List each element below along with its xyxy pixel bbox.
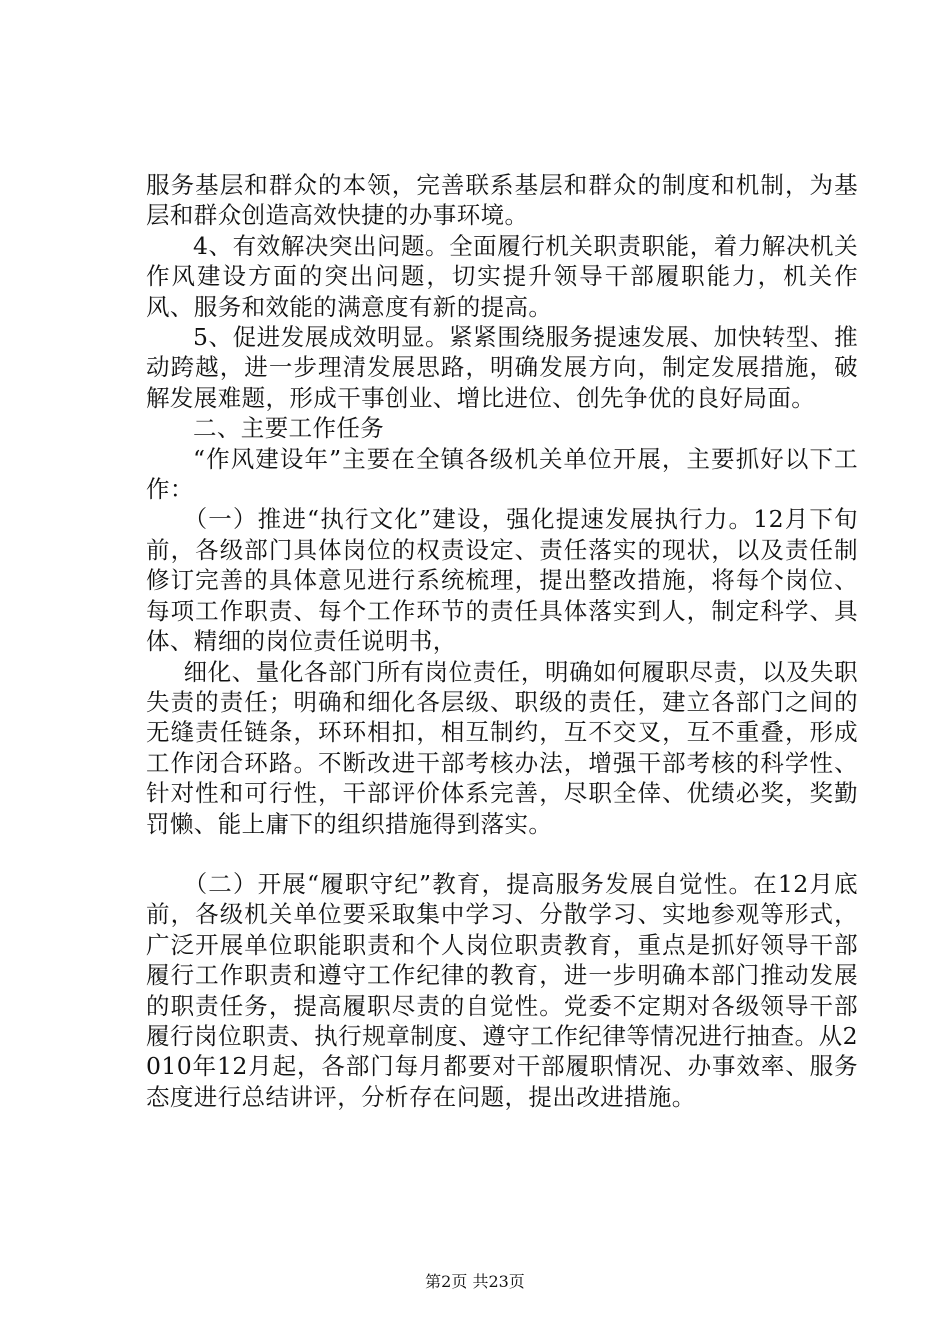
paragraph-task-1-detail: 细化、量化各部门所有岗位责任，明确如何履职尽责，以及失职失责的责任；明确和细化各层级、职级的责任，建立各部门之间的无缝责任链条，环环相扣，相互制约，互不交叉，互不重叠，形成工作闭合环路。不断改进干部考核办法，增强干部考核的科学性、针对性和可行性，干部评价体系完善，尽职全倖、优绩必奖，奖勤罚懒、能上庸下的组织措施得到落实。 — [146, 657, 858, 838]
paragraph-gap — [146, 839, 858, 869]
paragraph-intro: “作风建设年”主要在全镇各级机关单位开展，主要抓好以下工作： — [146, 444, 858, 504]
paragraph-item-4: 4、有效解决突出问题。全面履行机关职责职能，着力解决机关作风建设方面的突出问题，切实提升领导干部履职能力，机关作风、服务和效能的满意度有新的提高。 — [146, 231, 858, 321]
paragraph-item-5: 5、促进发展成效明显。紧紧围绕服务提速发展、加快转型、推动跨越，进一步理清发展思路，明确发展方向，制定发展措施，破解发展难题，形成干事创业、增比进位、创先争优的良好局面。 — [146, 323, 858, 412]
paragraph-continuation: 服务基层和群众的本领，完善联系基层和群众的制度和机制，为基层和群众创造高效快捷的办事环境。 — [146, 171, 858, 230]
paragraph-task-2: （二）开展“履职守纪”教育，提高服务发展自觉性。在12月底前，各级机关单位要采取集中学习、分散学习、实地参观等形式，广泛开展单位职能职责和个人岗位职责教育，重点是抓好领导干部履行工作职责和遵守工作纪律的教育，进一步明确本部门推动发展的职责任务，提高履职尽责的自觉性。党委不定期对各级领导干部履行岗位职责、执行规章制度、遵守工作纪律等情况进行抽查。从2010年12月起，各部门每月都要对干部履职情况、办事效率、服务态度进行总结讲评，分析存在问题，提出改进措施。 — [146, 869, 858, 1111]
section-heading: 二、主要工作任务 — [193, 414, 385, 443]
paragraph-task-1: （一）推进“执行文化”建设，强化提速发展执行力。12月下旬前，各级部门具体岗位的权责设定、责任落实的现状，以及责任制修订完善的具体意见进行系统梳理，提出整改措施，将每个岗位、每项工作职责、每个工作环节的责任具体落实到人，制定科学、具体、精细的岗位责任说明书， — [146, 505, 858, 656]
page-footer: 第2页 共23页 — [425, 1272, 525, 1291]
document-body — [146, 170, 858, 1112]
